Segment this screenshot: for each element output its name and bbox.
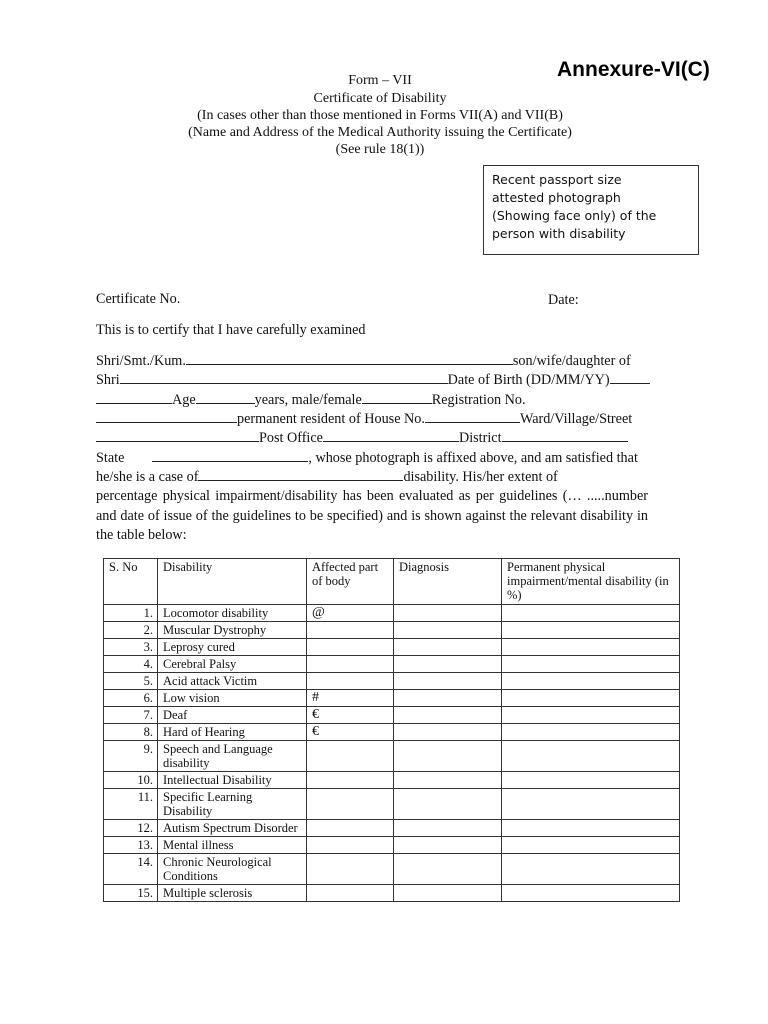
affected-part-cell[interactable] <box>307 885 394 902</box>
permanent-impairment-cell[interactable] <box>502 854 680 885</box>
dob-field[interactable] <box>610 371 650 384</box>
header-permanent: Permanent physical impairment/mental disability (in %) <box>502 559 680 605</box>
permanent-impairment-cell[interactable] <box>502 639 680 656</box>
state-label: State <box>96 450 125 466</box>
table-row <box>104 885 680 902</box>
disability-name: Autism Spectrum Disorder <box>158 820 307 837</box>
rule-reference: (See rule 18(1)) <box>335 142 425 157</box>
row-number: 1. <box>104 605 158 622</box>
permanent-impairment-cell[interactable] <box>502 707 680 724</box>
certificate-no-label: Certificate No. <box>96 291 181 307</box>
header-diagnosis: Diagnosis <box>394 559 502 605</box>
permanent-impairment-cell[interactable] <box>502 789 680 820</box>
shri-smt-kum-label: Shri/Smt./Kum. <box>96 353 186 369</box>
affected-part-cell[interactable]: @ <box>307 605 394 622</box>
affected-part-cell[interactable] <box>307 673 394 690</box>
permanent-impairment-cell[interactable] <box>502 772 680 789</box>
row-number: 3. <box>104 639 158 656</box>
row-number: 9. <box>104 741 158 772</box>
row-number: 13. <box>104 837 158 854</box>
years-gender-label: years, male/female <box>254 392 362 408</box>
name-line <box>96 352 631 370</box>
row-number: 2. <box>104 622 158 639</box>
disability-name: Specific Learning Disability <box>158 789 307 820</box>
permanent-impairment-cell[interactable] <box>502 837 680 854</box>
annexure-label: Annexure-VI(C) <box>557 58 710 81</box>
diagnosis-cell[interactable] <box>394 837 502 854</box>
diagnosis-cell[interactable] <box>394 605 502 622</box>
header-sno: S. No <box>104 559 158 605</box>
disability-name: Low vision <box>158 690 307 707</box>
permanent-impairment-cell[interactable] <box>502 605 680 622</box>
table-row <box>104 639 680 656</box>
permanent-impairment-cell[interactable] <box>502 724 680 741</box>
diagnosis-cell[interactable] <box>394 789 502 820</box>
affected-part-cell[interactable] <box>307 854 394 885</box>
diagnosis-cell[interactable] <box>394 622 502 639</box>
affected-part-cell[interactable]: € <box>307 724 394 741</box>
date-label: Date: <box>548 292 579 308</box>
diagnosis-cell[interactable] <box>394 656 502 673</box>
district-label: District <box>458 430 502 446</box>
post-office-label: Post Office <box>259 430 323 446</box>
registration-label: Registration No. <box>431 392 526 408</box>
permanent-impairment-cell[interactable] <box>502 820 680 837</box>
age-years-field[interactable] <box>196 391 255 404</box>
diagnosis-cell[interactable] <box>394 741 502 772</box>
diagnosis-cell[interactable] <box>394 673 502 690</box>
affected-part-cell[interactable]: € <box>307 707 394 724</box>
parent-name-field[interactable] <box>120 371 448 384</box>
form-number: Form – VII <box>348 73 412 88</box>
row-number: 5. <box>104 673 158 690</box>
authority-line: (Name and Address of the Medical Authority issuing the Certificate) <box>188 125 572 140</box>
diagnosis-cell[interactable] <box>394 707 502 724</box>
affected-part-cell[interactable] <box>307 837 394 854</box>
disability-name: Hard of Hearing <box>158 724 307 741</box>
ward-field[interactable] <box>96 429 259 442</box>
table-row <box>104 837 680 854</box>
house-no-field[interactable] <box>425 410 520 423</box>
table-row <box>104 707 680 724</box>
permanent-impairment-cell[interactable] <box>502 690 680 707</box>
affected-part-cell[interactable] <box>307 639 394 656</box>
disability-extent-label: disability. His/her extent of <box>403 469 558 485</box>
diagnosis-cell[interactable] <box>394 772 502 789</box>
photograph-text: , whose photograph is affixed above, and am satisfied that <box>308 450 638 466</box>
affected-part-cell[interactable] <box>307 622 394 639</box>
permanent-resident-label: permanent resident of House No. <box>237 411 425 427</box>
intro-text: This is to certify that I have carefully examined <box>96 322 366 338</box>
permanent-impairment-cell[interactable] <box>502 741 680 772</box>
photo-box-line: (Showing face only) of the <box>492 208 657 223</box>
diagnosis-cell[interactable] <box>394 885 502 902</box>
table-row <box>104 656 680 673</box>
post-office-line <box>96 429 628 447</box>
affected-part-cell[interactable]: # <box>307 690 394 707</box>
age-label: Age <box>172 392 196 408</box>
disability-table <box>103 558 680 902</box>
row-number: 14. <box>104 854 158 885</box>
photo-box-line: attested photograph <box>492 190 621 205</box>
permanent-impairment-cell[interactable] <box>502 656 680 673</box>
table-row <box>104 622 680 639</box>
disability-name: Locomotor disability <box>158 605 307 622</box>
disability-name: Leprosy cured <box>158 639 307 656</box>
diagnosis-cell[interactable] <box>394 639 502 656</box>
row-number: 6. <box>104 690 158 707</box>
disability-name: Muscular Dystrophy <box>158 622 307 639</box>
header-affected: Affected part of body <box>307 559 394 605</box>
diagnosis-cell[interactable] <box>394 854 502 885</box>
disability-name: Chronic Neurological Conditions <box>158 854 307 885</box>
state-field[interactable] <box>152 449 308 462</box>
relation-label: son/wife/daughter of <box>512 353 631 369</box>
row-number: 11. <box>104 789 158 820</box>
affected-part-cell[interactable] <box>307 772 394 789</box>
row-number: 8. <box>104 724 158 741</box>
resident-line <box>96 410 632 428</box>
table-row <box>104 789 680 820</box>
affected-part-cell[interactable] <box>307 656 394 673</box>
district-field[interactable] <box>502 429 628 442</box>
dob-label: Date of Birth (DD/MM/YY) <box>447 372 610 388</box>
disability-name: Intellectual Disability <box>158 772 307 789</box>
gender-field[interactable] <box>362 391 432 404</box>
case-of-label: he/she is a case of <box>96 469 199 485</box>
permanent-impairment-cell[interactable] <box>502 673 680 690</box>
disability-name: Mental illness <box>158 837 307 854</box>
table-row <box>104 854 680 885</box>
shri-label: Shri <box>96 372 120 388</box>
guidelines-paragraph: percentage physical impairment/disability has been evaluated as per guidelines (… .....number and date of issue of the guidelines to be specified) and is shown against the relevant disability in the table below: <box>96 488 648 543</box>
disability-name: Multiple sclerosis <box>158 885 307 902</box>
disability-name: Cerebral Palsy <box>158 656 307 673</box>
case-line <box>96 468 558 486</box>
table-row <box>104 820 680 837</box>
row-number: 12. <box>104 820 158 837</box>
table-header-row <box>104 559 680 605</box>
registration-field[interactable] <box>96 410 237 423</box>
disability-name: Speech and Language disability <box>158 741 307 772</box>
row-number: 15. <box>104 885 158 902</box>
state-line <box>96 449 638 467</box>
table-row <box>104 673 680 690</box>
table-row <box>104 772 680 789</box>
permanent-impairment-cell[interactable] <box>502 622 680 639</box>
table-row <box>104 724 680 741</box>
affected-part-cell[interactable] <box>307 741 394 772</box>
age-line <box>96 391 526 409</box>
table-row <box>104 741 680 772</box>
photo-box-line: person with disability <box>492 226 626 241</box>
affected-part-cell[interactable] <box>307 789 394 820</box>
disability-name: Acid attack Victim <box>158 673 307 690</box>
row-number: 7. <box>104 707 158 724</box>
permanent-impairment-cell[interactable] <box>502 885 680 902</box>
form-title: Certificate of Disability <box>313 91 447 106</box>
affected-part-cell[interactable] <box>307 820 394 837</box>
header-disability: Disability <box>158 559 307 605</box>
parent-line <box>96 371 650 389</box>
diagnosis-cell[interactable] <box>394 820 502 837</box>
diagnosis-cell[interactable] <box>394 724 502 741</box>
name-field[interactable] <box>186 352 513 365</box>
post-office-field[interactable] <box>323 429 459 442</box>
photo-box-line: Recent passport size <box>492 172 622 187</box>
row-number: 10. <box>104 772 158 789</box>
table-row <box>104 690 680 707</box>
age-field[interactable] <box>96 391 172 404</box>
photo-box[interactable] <box>483 165 699 255</box>
disability-name: Deaf <box>158 707 307 724</box>
form-subtitle: (In cases other than those mentioned in Forms VII(A) and VII(B) <box>197 108 563 123</box>
row-number: 4. <box>104 656 158 673</box>
disability-type-field[interactable] <box>198 468 403 481</box>
ward-label: Ward/Village/Street <box>519 411 633 427</box>
table-row <box>104 605 680 622</box>
diagnosis-cell[interactable] <box>394 690 502 707</box>
